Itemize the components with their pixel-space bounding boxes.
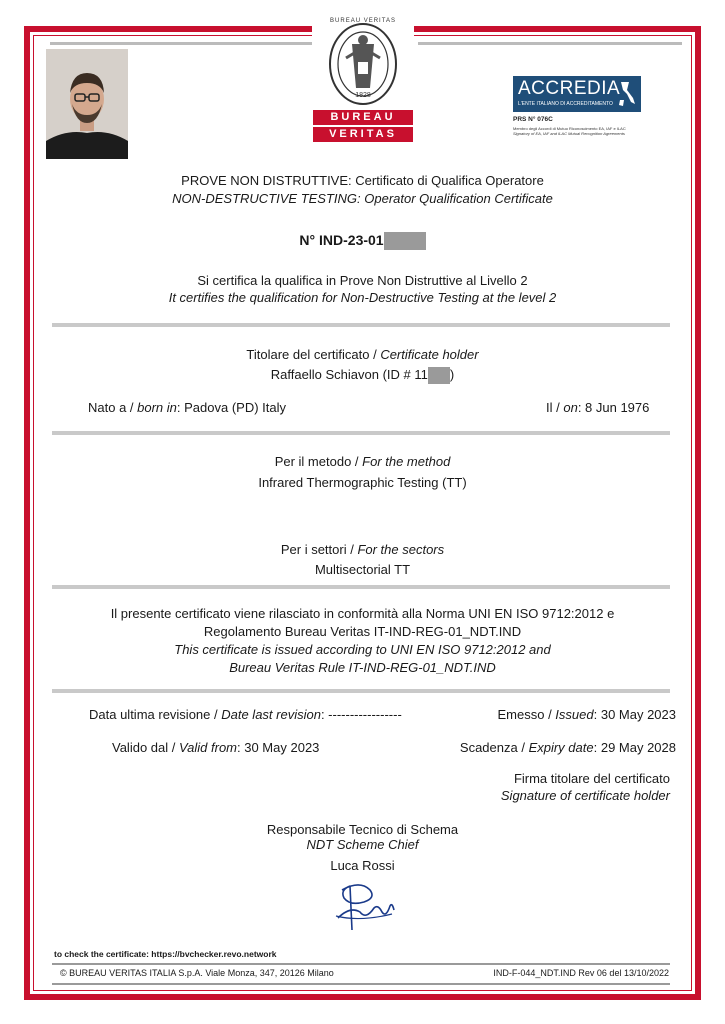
accredia-note-it: Membro degli Accordi di Mutuo Riconoscimento EA, IAF e ILAC: [513, 126, 626, 131]
norm-en-line1: This certificate is issued according to UNI EN ISO 9712:2012 and: [174, 642, 551, 657]
born-in: [88, 400, 286, 415]
certificate-number-text: N° IND-23-01: [299, 232, 384, 248]
accredia-note-en: Signatory of EA, IAF and ILAC Mutual Recognition Agreements: [513, 131, 625, 136]
footer-rule-bottom: [52, 983, 670, 985]
holder-name-suffix: ): [449, 367, 455, 382]
born-label-en: born in: [137, 400, 177, 415]
revision-label-it: Data ultima revisione /: [89, 707, 222, 722]
holder-photo: [46, 49, 128, 159]
bv-word-bureau: BUREAU: [313, 110, 413, 125]
holder-signature-it: Firma titolare del certificato: [513, 771, 670, 786]
sectors-label: [0, 542, 725, 557]
separator: [52, 323, 670, 327]
holder-name: [0, 367, 725, 384]
sectors-value: Multisectorial TT: [314, 562, 411, 577]
on-label-it: Il /: [546, 400, 564, 415]
expiry-value: : 29 May 2028: [593, 740, 676, 755]
certificate-number: [0, 232, 725, 250]
prs-number: PRS N° 076C: [513, 116, 553, 123]
issued-value: : 30 May 2023: [593, 707, 676, 722]
accredia-logo: [513, 76, 641, 146]
accredia-subtitle: L'ENTE ITALIANO DI ACCREDITAMENTO: [518, 101, 613, 107]
holder-label: [0, 347, 725, 362]
bv-ring-text: BUREAU VERITAS: [330, 18, 396, 24]
accredia-title: ACCREDIA: [518, 78, 621, 99]
holder-label-en: Certificate holder: [380, 347, 479, 362]
revision-label-en: Date last revision: [221, 707, 321, 722]
method-label-it: Per il metodo /: [274, 454, 363, 469]
valid-label-en: Valid from: [178, 740, 238, 755]
norm-it-line1: Il presente certificato viene rilasciato in conformità alla Norma UNI EN ISO 9712:2012 e: [110, 606, 615, 621]
holder-signature-en: Signature of certificate holder: [500, 788, 670, 803]
on-label-en: on: [563, 400, 578, 415]
norm-en-line2: Bureau Veritas Rule IT-IND-REG-01_NDT.IND: [229, 660, 496, 675]
sectors-label-it: Per i settori /: [280, 542, 358, 557]
check-certificate-link[interactable]: to check the certificate: https://bvchecker.revo.network: [54, 949, 277, 959]
issued-label-it: Emesso /: [497, 707, 556, 722]
valid-label-it: Valido dal /: [112, 740, 179, 755]
expiry-label-en: Expiry date: [528, 740, 594, 755]
valid-from: [112, 740, 319, 755]
expiry-date: [460, 740, 676, 755]
title-en: NON-DESTRUCTIVE TESTING: Operator Qualification Certificate: [172, 191, 553, 206]
redacted-block: [428, 367, 450, 384]
separator: [52, 431, 670, 435]
last-revision: [89, 707, 402, 722]
born-value: : Padova (PD) Italy: [176, 400, 286, 415]
footer-rule-top: [52, 963, 670, 965]
italy-map-icon: [617, 80, 637, 108]
born-on: [546, 400, 649, 415]
valid-value: : 30 May 2023: [237, 740, 320, 755]
chief-title-it: Responsabile Tecnico di Schema: [266, 822, 459, 837]
chief-title-en: NDT Scheme Chief: [306, 837, 419, 852]
bv-word-veritas: VERITAS: [313, 127, 413, 142]
sectors-label-en: For the sectors: [357, 542, 445, 557]
redacted-block: [384, 232, 426, 250]
qualification-en: It certifies the qualification for Non-Destructive Testing at the level 2: [168, 290, 557, 305]
revision-value: : -----------------: [320, 707, 402, 722]
method-value: Infrared Thermographic Testing (TT): [258, 475, 467, 490]
issued-label-en: Issued: [555, 707, 594, 722]
issued-date: [498, 707, 677, 722]
chief-signature: [330, 876, 400, 934]
qualification-it: Si certifica la qualifica in Prove Non Distruttive al Livello 2: [197, 273, 528, 288]
norm-it-line2: Regolamento Bureau Veritas IT-IND-REG-01_NDT.IND: [203, 624, 522, 639]
footer-document-ref: IND-F-044_NDT.IND Rev 06 del 13/10/2022: [493, 968, 669, 978]
method-label-en: For the method: [362, 454, 451, 469]
holder-label-it: Titolare del certificato /: [246, 347, 381, 362]
header-rule-left: [50, 42, 312, 45]
method-label: [0, 454, 725, 469]
chief-name: Luca Rossi: [330, 858, 395, 873]
holder-name-text: Raffaello Schiavon (ID # 11: [270, 367, 428, 382]
separator: [52, 689, 670, 693]
header-rule-right: [418, 42, 682, 45]
footer-copyright: © BUREAU VERITAS ITALIA S.p.A. Viale Monza, 347, 20126 Milano: [60, 968, 334, 978]
separator: [52, 585, 670, 589]
expiry-label-it: Scadenza /: [459, 740, 529, 755]
title-it: PROVE NON DISTRUTTIVE: Certificato di Qualifica Operatore: [181, 173, 544, 188]
on-value: : 8 Jun 1976: [577, 400, 650, 415]
bv-year: 1828: [355, 92, 371, 99]
born-label-it: Nato a /: [88, 400, 138, 415]
